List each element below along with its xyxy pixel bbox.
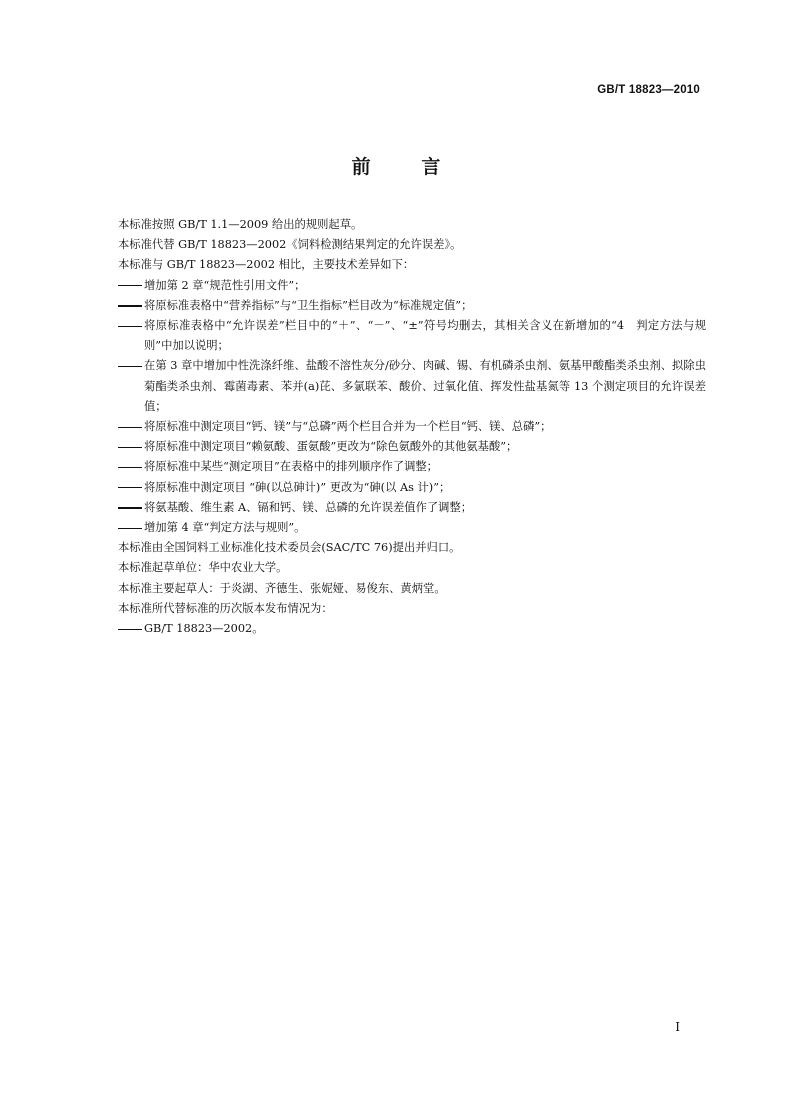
dash-marker	[118, 498, 144, 518]
change-item-text: 将原标准中测定项目 “砷(以总砷计)” 更改为“砷(以 As 计)”；	[144, 480, 451, 494]
change-item	[118, 356, 706, 417]
history-item-text: GB/T 18823—2002。	[144, 622, 264, 636]
standard-code: GB/T 18823—2010	[597, 84, 700, 96]
change-item-text: 将原标准中某些“测定项目”在表格中的排列顺序作了调整；	[144, 460, 438, 474]
dash-marker	[118, 619, 144, 639]
change-item	[118, 518, 706, 538]
outro-paragraph: 本标准由全国饲料工业标准化技术委员会(SAC/TC 76)提出并归口。	[118, 541, 461, 555]
intro-paragraph: 本标准代替 GB/T 18823—2002《饲料检测结果判定的允许误差》。	[118, 238, 462, 252]
change-item-text: 将原标准表格中“允许误差”栏目中的“＋”、“－”、“±”符号均删去，其相关含义在新增加的“4 判定方法与规则”中加以说明；	[144, 319, 706, 353]
dash-marker	[118, 457, 144, 477]
dash-marker	[118, 276, 144, 296]
page-title	[0, 152, 792, 179]
outro-paragraph: 本标准起草单位：华中农业大学。	[118, 561, 288, 575]
change-item	[118, 417, 706, 437]
change-item-text: 将原标准中测定项目“赖氨酸、蛋氨酸”更改为“除色氨酸外的其他氨基酸”；	[144, 440, 518, 454]
change-item	[118, 316, 706, 356]
change-item-text: 增加第 2 章“规范性引用文件”；	[144, 278, 306, 292]
dash-marker	[118, 296, 144, 316]
change-item	[118, 296, 706, 316]
change-item	[118, 276, 706, 296]
dash-marker	[118, 417, 144, 437]
intro-paragraph: 本标准与 GB/T 18823—2002 相比，主要技术差异如下：	[118, 258, 415, 272]
history-item	[118, 619, 706, 639]
outro-paragraph: 本标准主要起草人：于炎湖、齐德生、张妮娅、易俊东、黄炳堂。	[118, 581, 446, 595]
outro-paragraph: 本标准所代替标准的历次版本发布情况为：	[118, 601, 333, 615]
dash-marker	[118, 316, 144, 336]
dash-marker	[118, 356, 144, 376]
dash-marker	[118, 518, 144, 538]
change-item-text: 在第 3 章中增加中性洗涤纤维、盐酸不溶性灰分/砂分、肉碱、锡、有机磷杀虫剂、氨基甲酸酯类杀虫剂、拟除虫菊酯类杀虫剂、霉菌毒素、苯并(a)芘、多氯联苯、酸价、过氧化值、挥发性盐基氮等 13 个测定项目的允许误差值；	[144, 359, 706, 413]
document-body	[118, 215, 706, 639]
change-item-text: 将原标准中测定项目“钙、镁”与“总磷”两个栏目合并为一个栏目“钙、镁、总磷”；	[144, 420, 552, 434]
change-item	[118, 437, 706, 457]
change-item-text: 增加第 4 章“判定方法与规则”。	[144, 521, 306, 535]
title-char-1: 前	[351, 156, 371, 178]
change-item	[118, 457, 706, 477]
change-item	[118, 478, 706, 498]
change-item	[118, 498, 706, 518]
change-item-text: 将原标准表格中“营养指标”与“卫生指标”栏目改为“标准规定值”；	[144, 298, 473, 312]
dash-marker	[118, 437, 144, 457]
intro-paragraph: 本标准按照 GB/T 1.1—2009 给出的规则起草。	[118, 218, 363, 231]
dash-marker	[118, 478, 144, 498]
title-char-2: 言	[421, 156, 441, 178]
change-item-text: 将氨基酸、维生素 A、镉和钙、镁、总磷的允许误差值作了调整；	[144, 500, 473, 514]
page-number: I	[675, 1020, 680, 1034]
